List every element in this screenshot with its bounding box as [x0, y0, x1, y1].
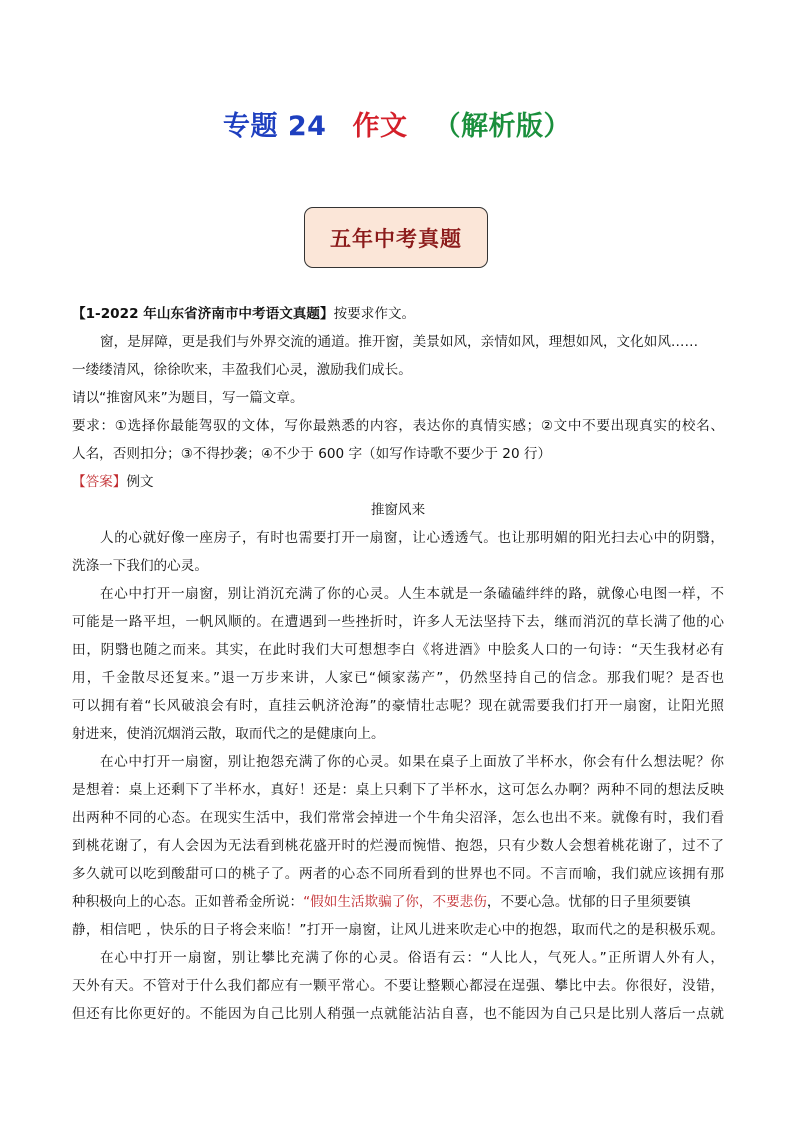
essay-text: 种积极向上的心态。正如普希金所说：: [72, 894, 304, 910]
title-subject: 作文: [352, 111, 408, 142]
essay-line: 用，千金散尽还复来。”退一万步来讲，人家已“倾家荡产”，仍然坚持自己的信念。那我们呢？是否也: [72, 670, 724, 686]
task-line: 请以“推窗风来”为题目，写一篇文章。: [72, 390, 304, 406]
essay-line: [72, 888, 724, 916]
essay-line: 但还有比你更好的。不能因为自己比别人稍强一点就能沾沾自喜，也不能因为自己只是比别人落后一点就: [72, 1006, 724, 1022]
essay-line: 可能是一路平坦，一帆风顺的。在遭遇到一些挫折时，许多人无法坚持下去，继而消沉的草长满了他的心: [72, 614, 724, 630]
requirement-line: 要求：①选择你最能驾驭的文体，写你最熟悉的内容，表达你的真情实感；②文中不要出现真实的校名、: [72, 418, 724, 434]
answer-label-suffix: 例文: [126, 474, 154, 490]
question-header: [72, 300, 724, 328]
answer-label: 【答案】: [72, 474, 127, 490]
essay-line: 是想着：桌上还剩下了半杯水，真好！还是：桌上只剩下了半杯水，这可怎么办啊？两种不同的想法反映: [72, 782, 724, 798]
essay-line: 在心中打开一扇窗，别让攀比充满了你的心灵。俗语有云：“人比人，气死人。”正所谓人外有人，: [100, 950, 724, 966]
page-title: [0, 104, 794, 143]
question-source: 1-2022 年山东省济南市中考语文真题: [85, 306, 320, 322]
answer-header: [72, 468, 724, 496]
prompt-line: 窗，是屏障，更是我们与外界交流的通道。推开窗，美景如风，亲情如风，理想如风，文化如风……: [100, 334, 699, 350]
essay-line: 天外有天。不管对于什么我们都应有一颗平常心。不要让整颗心都浸在逞强、攀比中去。你很好，没错，: [72, 978, 724, 994]
essay-line: 人的心就好像一座房子，有时也需要打开一扇窗，让心透透气。也让那明媚的阳光扫去心中的阴翳，: [100, 530, 724, 546]
section-label: 五年中考真题: [330, 225, 462, 251]
essay-line: 在心中打开一扇窗，别让抱怨充满了你的心灵。如果在桌子上面放了半杯水，你会有什么想法呢？你: [100, 754, 724, 770]
essay-line: 射进来，使消沉烟消云散，取而代之的是健康向上。: [72, 726, 385, 742]
essay-title: 推窗风来: [370, 502, 426, 518]
essay-quote: “假如生活欺骗了你，不要悲伤: [303, 894, 487, 910]
prompt-line: 一缕缕清风，徐徐吹来，丰盈我们心灵，激励我们成长。: [72, 362, 412, 378]
essay-line: 洗涤一下我们的心灵。: [72, 558, 208, 574]
essay-line: 多久就可以吃到酸甜可口的桃子了。两者的心态不同所看到的世界也不同。不言而喻，我们就应该拥有那: [72, 866, 724, 882]
source-bracket-open: 【: [72, 306, 86, 322]
section-label-box: [304, 207, 488, 268]
source-bracket-close: 】: [319, 306, 334, 322]
question-instruction: 按要求作文。: [333, 306, 416, 322]
title-topic-number: 专题 24: [223, 111, 327, 142]
essay-line: 出两种不同的心态。在现实生活中，我们常常会掉进一个牛角尖沼泽，怎么也出不来。就像有时，我们看: [72, 810, 724, 826]
title-edition: （解析版）: [433, 111, 571, 142]
essay-line: 静，相信吧 ，快乐的日子将会来临！”打开一扇窗，让风儿进来吹走心中的抱怨，取而代之的是积极乐观。: [72, 922, 724, 938]
essay-line: 可以拥有着“长风破浪会有时，直挂云帆济沧海”的豪情壮志呢？现在就需要我们打开一扇窗，让阳光照: [72, 698, 724, 714]
essay-line: 田，阴翳也随之而来。其实，在此时我们大可想想李白《将进酒》中脍炙人口的一句诗：“天生我材必有: [72, 642, 724, 658]
essay-line: 在心中打开一扇窗，别让消沉充满了你的心灵。人生本就是一条磕磕绊绊的路，就像心电图一样，不: [100, 586, 724, 602]
document-body: [72, 300, 724, 1028]
essay-line: 到桃花谢了，有人会因为无法看到桃花盛开时的烂漫而惋惜、抱怨，只有少数人会想着桃花谢了，过不了: [72, 838, 724, 854]
requirement-line: 人名，否则扣分；③不得抄袭；④不少于 600 字（如写作诗歌不要少于 20 行）: [72, 446, 552, 462]
essay-text: ，不要心急。忧郁的日子里须要镇: [486, 894, 691, 910]
